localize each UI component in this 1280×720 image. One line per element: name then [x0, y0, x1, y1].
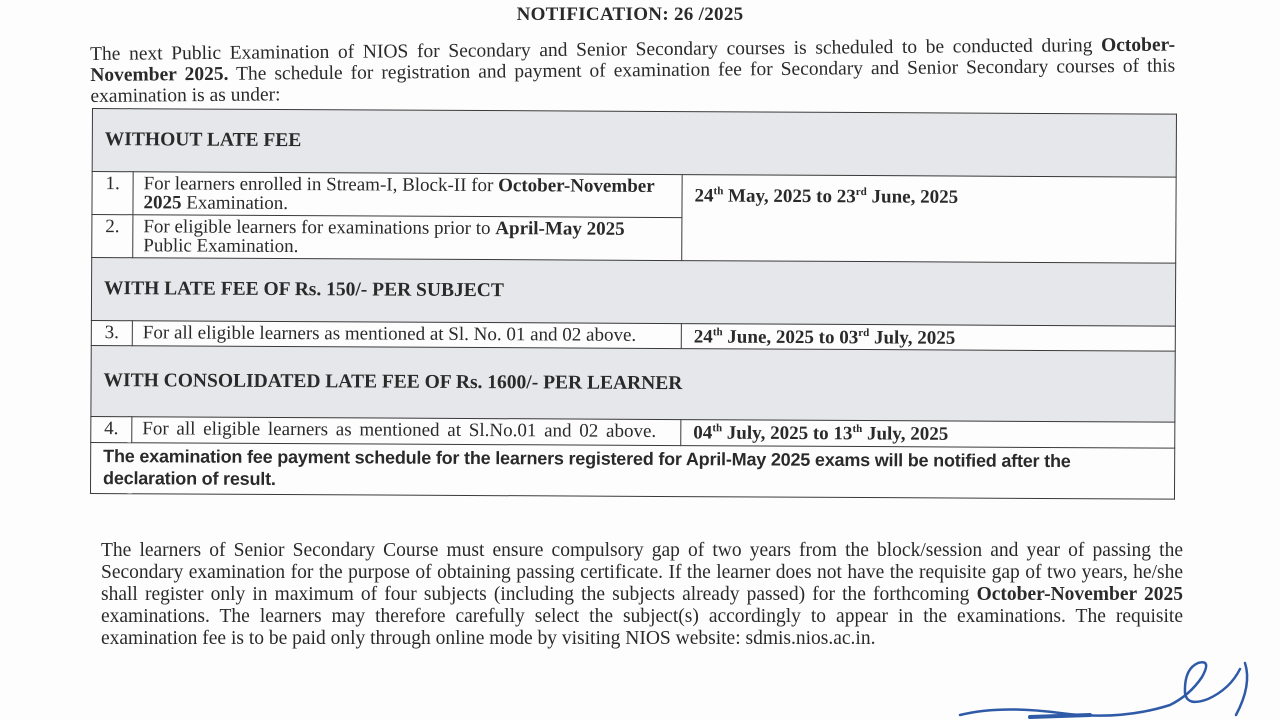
end-suffix: rd — [858, 327, 870, 340]
section-header-late-fee-150 — [91, 258, 1175, 327]
row-text-after: Examination. — [181, 192, 289, 215]
date-range — [681, 420, 1175, 448]
section-header-without-late-fee — [92, 109, 1176, 178]
row-description — [133, 215, 682, 261]
start-rest: June, 2025 to — [722, 326, 840, 349]
table-row — [92, 172, 1176, 221]
fee-schedule-table — [90, 108, 1177, 499]
end-rest: July, 2025 — [869, 327, 956, 349]
end-rest: June, 2025 — [866, 186, 959, 208]
row-description: For all eligible learners as mentioned at Sl.No.01 and 02 above. — [132, 417, 681, 445]
serial-number: 2. — [92, 215, 133, 258]
intro-paragraph — [90, 35, 1176, 107]
intro-text-1: The next Public Examination of NIOS for Secondary and Senior Secondary courses is scheduled to be conducted during — [90, 35, 1102, 65]
intro-text-2: The schedule for registration and payment of examination fee for Secondary and Senior Secondary courses of this examination is as under: — [90, 55, 1176, 107]
end-rest: July, 2025 — [862, 423, 949, 446]
section-heading: WITH LATE FEE OF Rs. 150/- PER SUBJECT — [91, 258, 1175, 327]
start-suffix: th — [713, 185, 724, 198]
row-text: For eligible learners for examinations prior to — [143, 216, 496, 240]
footer-note: The examination fee payment schedule for the learners registered for April-May 2025 exams will be notified after the declaration of result. — [90, 442, 1174, 499]
closing-text-1: The learners of Senior Secondary Course must ensure compulsory gap of two years from the block/session and year of passing the Secondary examination for the purpose of obtaining passing certificate. If the learner does not have the requisite gap of two years, he/she shall register only in maximum of four subjects (including the subjects already passed) for the forthcoming — [101, 540, 1183, 605]
end-suffix: rd — [855, 186, 867, 199]
start-day: 24 — [694, 185, 714, 207]
row-description — [133, 172, 682, 218]
end-day: 23 — [836, 186, 856, 208]
footer-note-row — [90, 442, 1174, 499]
date-range — [682, 175, 1176, 264]
row-text: For learners enrolled in Stream-I, Block-II for — [143, 173, 499, 197]
start-suffix: th — [712, 422, 723, 435]
serial-number: 1. — [92, 172, 133, 215]
closing-text-2: examinations. The learners may therefore carefully select the subject(s) accordingly to appear in the examinations. The requisite examination fee is to be paid only through online mode by visiting NIOS website: sdmis.nios.ac.in. — [101, 606, 1183, 649]
start-day: 24 — [693, 326, 713, 348]
start-suffix: th — [712, 326, 723, 339]
start-rest: July, 2025 to — [722, 422, 834, 445]
start-rest: May, 2025 to — [723, 185, 837, 208]
row-bold-text: April-May 2025 — [495, 218, 625, 240]
section-heading: WITH CONSOLIDATED LATE FEE OF Rs. 1600/- PER LEARNER — [91, 346, 1175, 423]
signature-icon — [940, 655, 1280, 720]
end-day: 13 — [833, 423, 853, 445]
section-heading: WITHOUT LATE FEE — [92, 109, 1176, 178]
date-range — [681, 324, 1175, 352]
row-bold-text: October-November 2025 — [143, 175, 655, 214]
closing-exam-session: October-November 2025 — [976, 584, 1183, 605]
end-suffix: th — [852, 423, 863, 436]
row-description: For all eligible learners as mentioned at Sl. No. 01 and 02 above. — [132, 321, 681, 349]
serial-number: 3. — [91, 320, 132, 346]
start-day: 04 — [693, 422, 713, 444]
row-text-after: Public Examination. — [143, 235, 299, 258]
end-day: 03 — [839, 327, 859, 349]
closing-paragraph — [101, 540, 1183, 650]
intro-exam-session: October-November 2025. — [90, 34, 1176, 86]
notification-title: NOTIFICATION: 26 /2025 — [516, 4, 744, 25]
serial-number: 4. — [91, 417, 132, 443]
section-header-consolidated-late-fee — [91, 346, 1175, 423]
